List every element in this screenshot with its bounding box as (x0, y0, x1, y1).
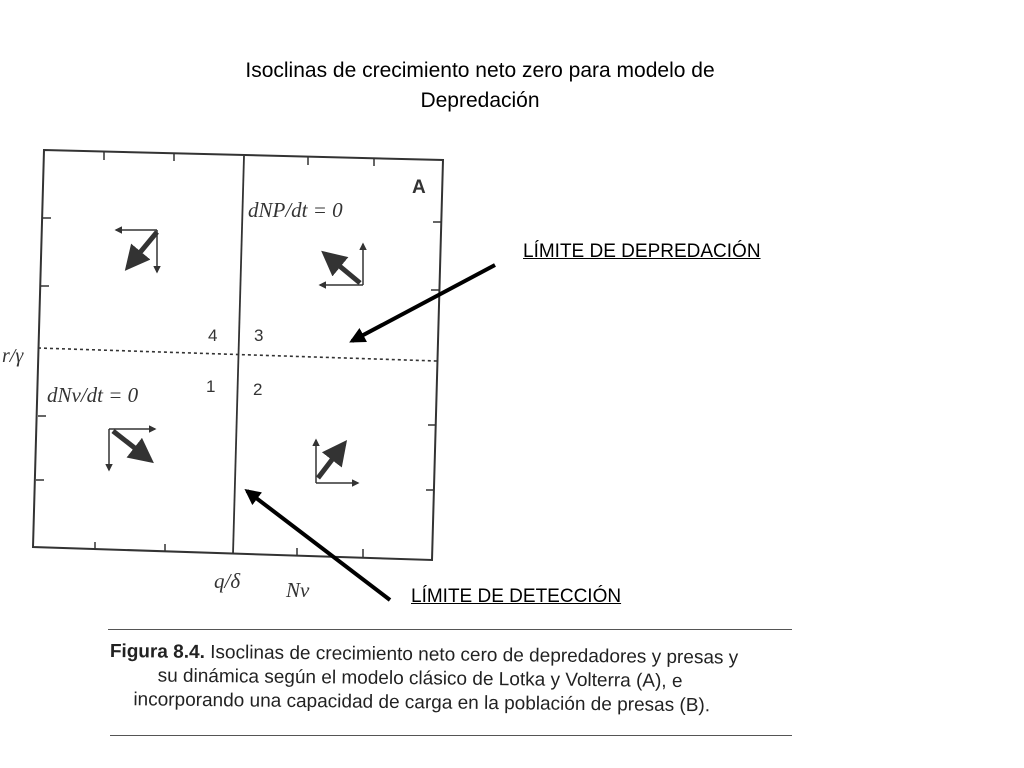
quadrant-2-number: 2 (253, 380, 263, 399)
resultant-arrow-icon (128, 232, 157, 267)
deteccion-pointer-arrow-icon (247, 491, 390, 600)
slide-title-line-2: Depredación (420, 89, 540, 112)
quadrant-3-number: 3 (254, 326, 264, 345)
quadrant-3-vectors (320, 244, 363, 285)
caption-bottom-rule (110, 735, 792, 736)
prey-isocline-label: dNv/dt = 0 (47, 383, 139, 407)
caption-line-3: incorporando una capacidad de carga en la población de presas (B). (133, 689, 711, 717)
y-axis-label: r/γ (2, 345, 24, 367)
quadrant-1-number: 1 (206, 377, 216, 396)
resultant-arrow-icon (318, 444, 344, 478)
caption-line-2: su dinámica según el modelo clásico de Lotka y Volterra (A), e (157, 665, 683, 692)
x-axis-label-n: Nv (286, 578, 310, 602)
limite-deteccion-label: LÍMITE DE DETECCIÓN (411, 586, 622, 607)
resultant-arrow-icon (325, 254, 360, 283)
depredacion-pointer-arrow-icon (352, 265, 495, 341)
quadrant-1-vectors (109, 429, 155, 470)
quadrant-4-vectors (116, 230, 157, 272)
limite-depredacion-label: LÍMITE DE DEPREDACIÓN (523, 241, 761, 262)
figure-caption (109, 640, 800, 719)
caption-top-rule (108, 629, 792, 630)
quadrant-4-number: 4 (208, 326, 218, 345)
predator-isocline-label: dNP/dt = 0 (248, 198, 343, 222)
x-axis-label-q: q/δ (214, 569, 241, 593)
caption-lead: Figura 8.4. (109, 640, 206, 663)
quadrant-2-vectors (316, 440, 358, 483)
caption-text-1: Isoclinas de crecimiento neto cero de depredadores y presas y (210, 642, 739, 669)
panel-letter: A (412, 177, 426, 198)
resultant-arrow-icon (113, 431, 150, 460)
slide-title-line-1: Isoclinas de crecimiento neto zero para modelo de (245, 59, 715, 82)
